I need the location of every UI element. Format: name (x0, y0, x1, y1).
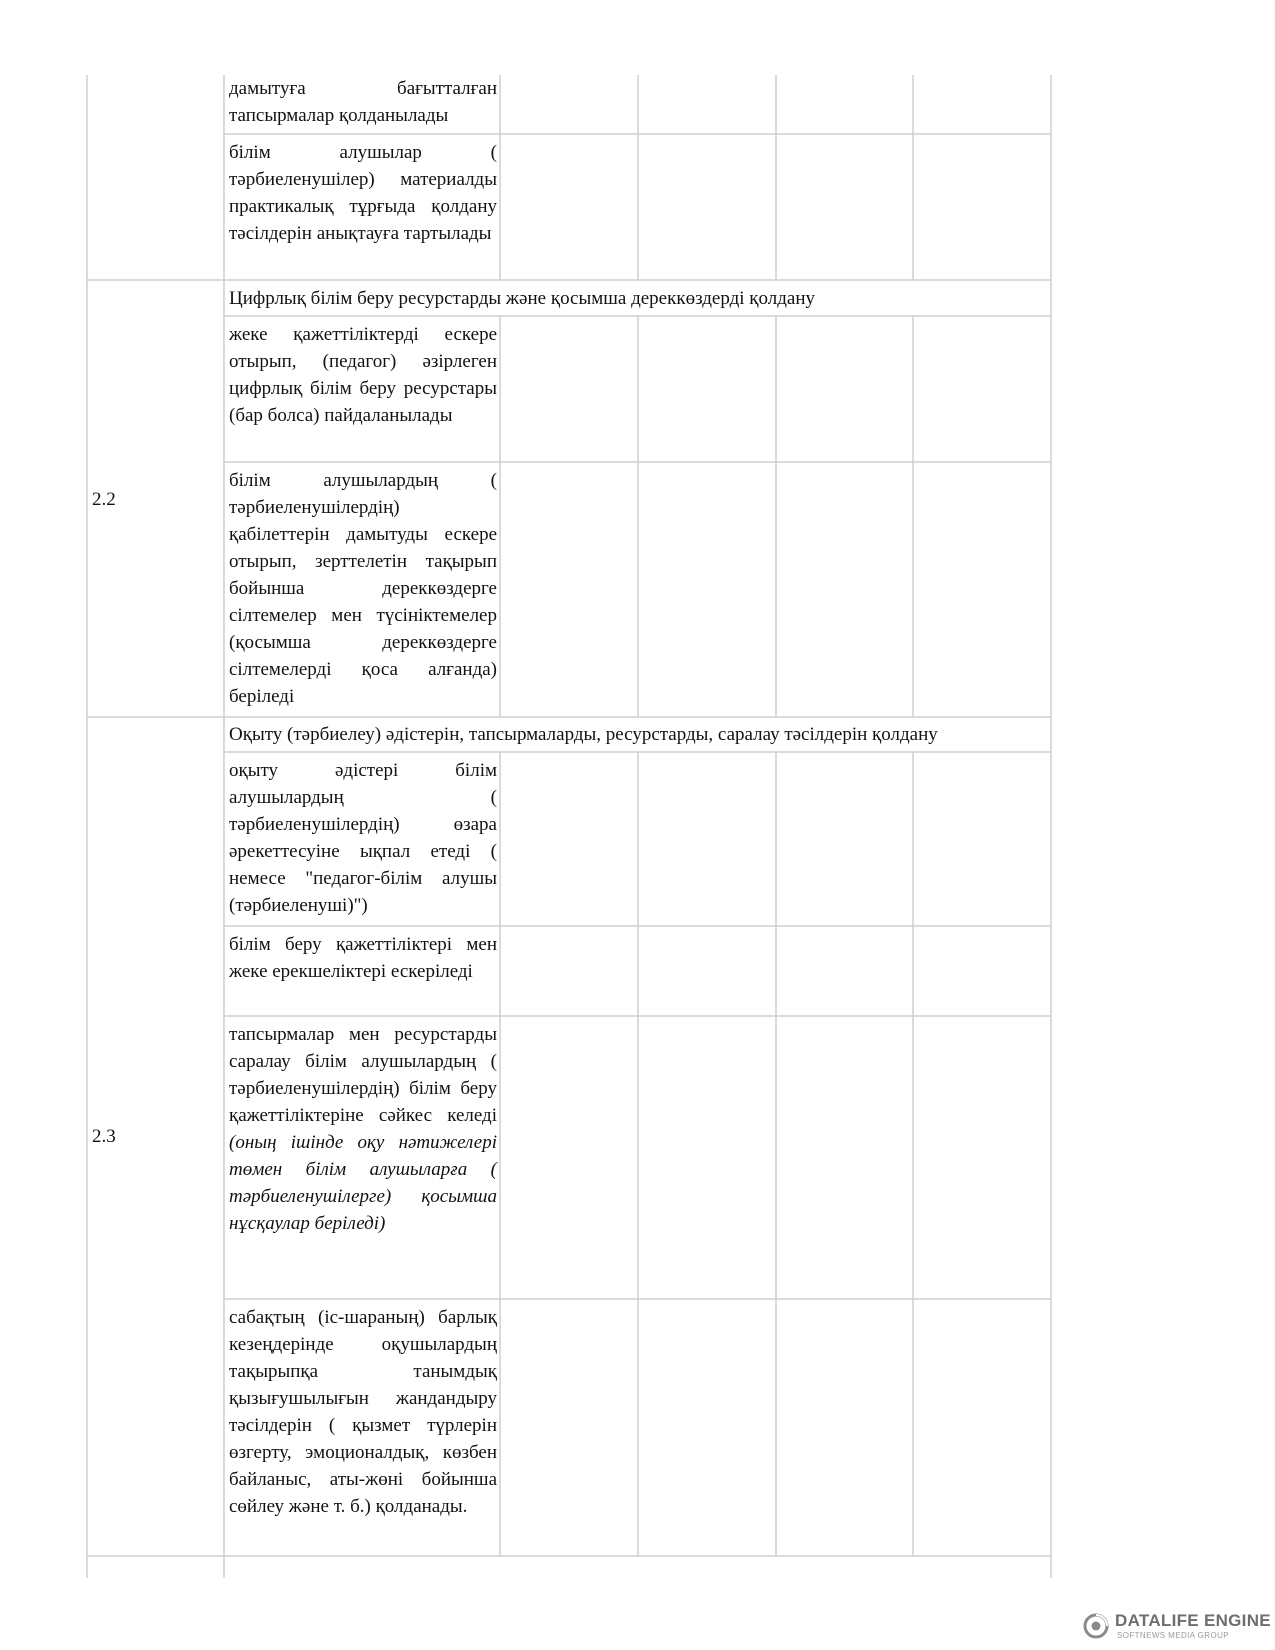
section-heading-2-2: Цифрлық білім беру ресурстарды және қосымша дереккөздерді қолдану (229, 288, 816, 309)
datalife-logo-icon (1083, 1613, 1109, 1639)
differentiation-italic-note: (оның ішінде оқу нәтижелері төмен білім алушыларға ( тәрбиеленушілерге) қосымша нұсқаулар беріледі) (229, 1132, 497, 1234)
table-row-differentiation (229, 1021, 497, 1237)
section-number-2-2: 2.2 (92, 489, 116, 510)
section-number-2-3: 2.3 (92, 1126, 116, 1147)
differentiation-text: тапсырмалар мен ресурстарды саралау білім алушылардың ( тәрбиеленушілердің) білім беру қажеттіліктеріне сәйкес келеді (229, 1024, 497, 1126)
section-heading-2-3: Оқыту (тәрбиелеу) әдістерін, тапсырмаларды, ресурстарды, саралау тәсілдерін қолдану (229, 724, 938, 745)
table-row-teaching-methods: оқыту әдістері білім алушылардың ( тәрбиеленушілердің) өзара әрекеттесуіне ықпал етеді ( немесе "педагог-білім алушы (тәрбиеленуші)") (229, 760, 497, 916)
table-row-digital-resources: жеке қажеттіліктерді ескере отырып, (педагог) әзірлеген цифрлық білім беру ресурстары (бар болса) пайдаланылады (229, 324, 497, 426)
table-row-practical-application: білім алушылар ( тәрбиеленушілер) материалды практикалық тұрғыда қолдану тәсілдерін анықтауға тартылады (229, 142, 497, 244)
watermark-subtitle: SOFTNEWS MEDIA GROUP (1117, 1631, 1230, 1640)
table-row-individual-needs: білім беру қажеттіліктері мен жеке ерекшеліктері ескеріледі (229, 934, 497, 982)
table-row-cognitive-interest: сабақтың (іс-шараның) барлық кезеңдерінде оқушылардың тақырыпқа танымдық қызығушылығын жандандыру тәсілдерін ( қызмет түрлерін өзгерту, эмоционалдық, көзбен байланыс, аты-жөні бойынша сөйлеу және т. б.) қолданады. (229, 1307, 497, 1517)
watermark-title: DATALIFE ENGINE (1115, 1611, 1271, 1630)
table-row-continued-tasks: дамытуға бағытталған тапсырмалар қолданылады (229, 78, 497, 126)
table-row-source-references: білім алушылардың ( тәрбиеленушілердің) қабілеттерін дамытуды ескере отырып, зерттелетін тақырып бойынша дереккөздерге сілтемелер мен түсініктемелер (қосымша дереккөздерге сілтемелерді қоса алғанда) беріледі (229, 470, 497, 707)
